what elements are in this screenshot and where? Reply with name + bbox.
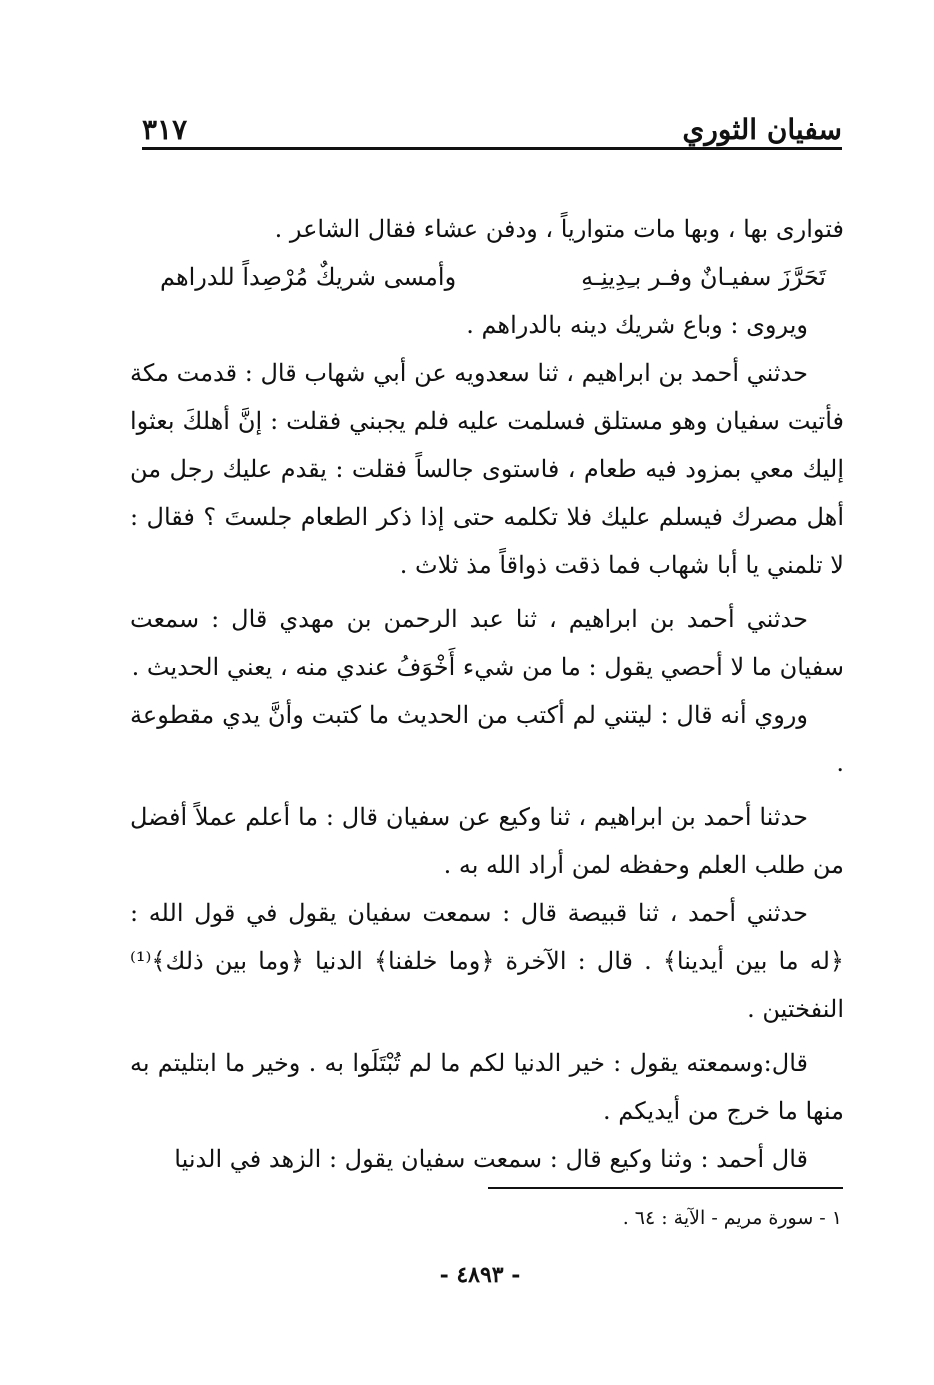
running-header [142, 98, 842, 146]
running-header-title: سفيان الثوري [682, 113, 842, 146]
header-rule [142, 147, 842, 150]
page-number: - ٤٨٩٣ - [439, 1262, 521, 1288]
paragraph-2: ويروى : وباع شريك دينه بالدراهم . [466, 311, 808, 339]
footnote-rule [488, 1187, 843, 1189]
paragraph-5: وروي أنه قال : ليتني لم أكتب من الحديث ما كتبت وأنَّ يدي مقطوعة . [130, 701, 844, 777]
paragraph-3: حدثني أحمد بن ابراهيم ، ثنا سعدويه عن أبي شهاب قال : قدمت مكة فأتيت سفيان وهو مستلق فسلمت عليه فلم يجبني فقلت : إنَّ أهلكَ بعثوا إليك معي بمزود فيه طعام ، فاستوى جالساً فقلت : يقدم عليك رجل من أهل مصرك فيسلم عليك فلا تكلمه حتى إذا ذكر الطعام جلستَ ؟ فقال : لا تلمني يا أبا شهاب فما ذقت ذواقاً مذ ثلاث . [130, 359, 844, 579]
verse-first-hemistich: تَحَرَّزَ سفيـانٌ وفـر بـِدِينِـهِ [581, 263, 826, 291]
paragraph-1: فتوارى بها ، وبها مات متوارياً ، ودفن عشاء فقال الشاعر . [274, 215, 844, 243]
running-header-page: ٣١٧ [142, 113, 188, 146]
paragraph-6: حدثنا أحمد بن ابراهيم ، ثنا وكيع عن سفيان قال : ما أعلم عملاً أفضل من طلب العلم وحفظه لمن أراد الله به . [130, 803, 844, 879]
paragraph-7: حدثني أحمد ، ثنا قبيصة قال : سمعت سفيان يقول في قول الله : ﴿له ما بين أيدينا﴾ . قال : الآخرة ﴿وما خلفنا﴾ الدنيا ﴿وما بين ذلك﴾⁽¹⁾ النفختين . [130, 899, 844, 1023]
verse-second-hemistich: وأمسى شريكٌ مُرْصِداً للدراهم [160, 263, 457, 291]
paragraph-9: قال أحمد : وثنا وكيع قال : سمعت سفيان يقول : الزهد في الدنيا [174, 1145, 808, 1173]
paragraph-4: حدثني أحمد بن ابراهيم ، ثنا عبد الرحمن بن مهدي قال : سمعت سفيان ما لا أحصي يقول : ما من شيء أَخْوَفُ عندي منه ، يعني الحديث . [130, 605, 844, 681]
paragraph-8: قال:وسمعته يقول : خير الدنيا لكم ما لم تُبْتَلَوا به . وخير ما ابتليتم به منها ما خرج من أيديكم . [130, 1049, 844, 1125]
footnote: ١ - سورة مريم - الآية : ٦٤ . [622, 1207, 842, 1229]
main-text [130, 205, 844, 1175]
poem-verse [130, 253, 844, 301]
